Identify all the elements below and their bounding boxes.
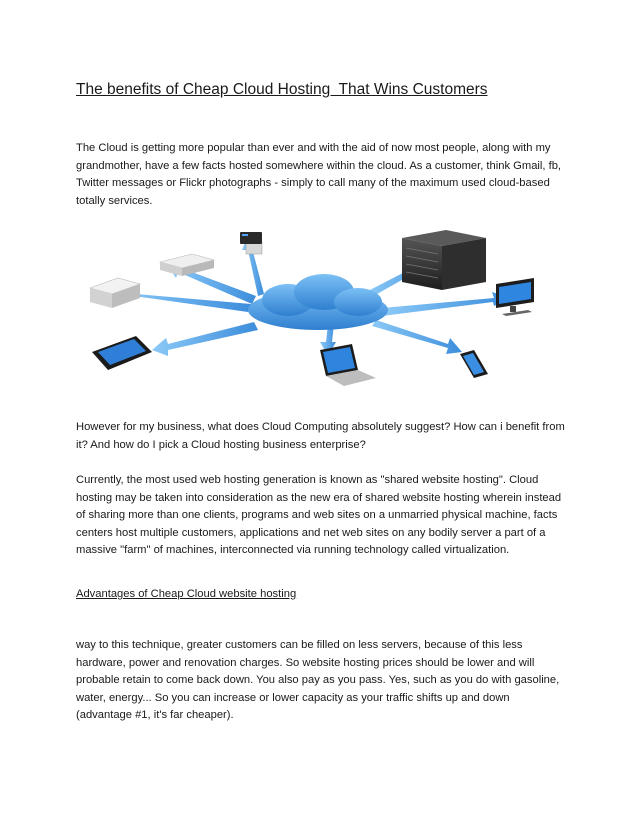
tablet-icon: [92, 336, 152, 370]
network-switch-icon: [160, 254, 214, 276]
document-title: The benefits of Cheap Cloud Hosting That Wins Customers: [76, 81, 488, 98]
laptop-icon: [320, 344, 376, 386]
intro-paragraph: The Cloud is getting more popular than ever and with the aid of now most people, along with my grandmother, have a few facts hosted somewhere within the cloud. As a customer, think Gmail, fb, Twitter messages or Flickr photographs - simply to call many of the maximum used cloud-based totally services.: [76, 142, 562, 207]
desktop-monitor-icon: [496, 278, 534, 316]
storage-box-icon: [90, 278, 140, 308]
cloud-network-illustration: [76, 226, 562, 402]
shared-hosting-paragraph: Currently, the most used web hosting generation is known as "shared website hosting". Cloud hosting may be taken into consideration as the new era of shared website hosting wherein instead of sharing more than one clients, programs and web sites on a unmarried physical machine, facts centers host multiple customers, applications and net web sites on any bodily server a part of a massive "farm" of machines, interconnected via running technology called virtualization.: [76, 474, 562, 557]
server-rack-icon: [402, 230, 486, 290]
smartphone-icon: [460, 350, 488, 378]
cloud-icon: [248, 274, 388, 330]
question-paragraph: However for my business, what does Cloud Computing absolutely suggest? How can i benefit from it? And how do I pick a Cloud hosting business enterprise?: [76, 421, 565, 451]
router-icon: [240, 232, 262, 254]
advantages-subheading: Advantages of Cheap Cloud website hosting: [76, 588, 297, 600]
advantages-paragraph: way to this technique, greater customers can be filled on less servers, because of this less hardware, power and renovation charges. So website hosting prices should be lower and will probable retain to come back down. You also pay as you pass. Yes, such as you do with gasoline, water, energy... So you can increase or lower capacity as your traffic shifts up and down (advantage #1, it's far cheaper).: [76, 639, 560, 722]
